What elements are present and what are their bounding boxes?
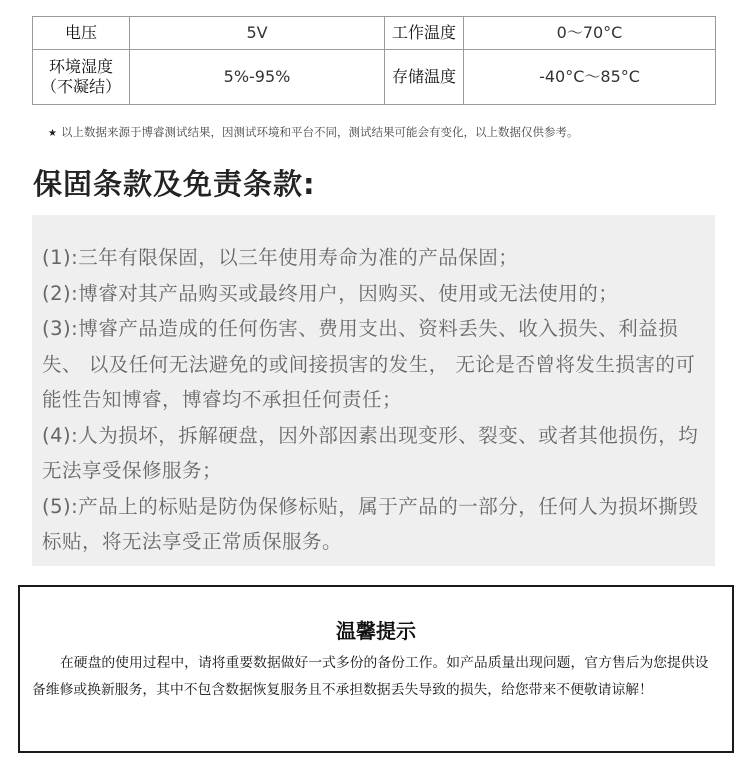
spec-label: 工作温度 [385, 17, 464, 50]
list-item: (4):人为损坏，拆解硬盘，因外部因素出现变形、裂变、或者其他损伤，均无法享受保修服务； [42, 423, 699, 482]
notice-body: 在硬盘的使用过程中，请将重要数据做好一式多份的备份工作。如产品质量出现问题，官方售后为您提供设备维修或换新服务，其中不包含数据恢复服务且不承担数据丢失导致的损失，给您带来不便敬请谅解！ [32, 655, 709, 698]
spec-label: 电压 [33, 17, 130, 50]
notice-box [18, 585, 734, 753]
list-item: (1):三年有限保固，以三年使用寿命为准的产品保固； [42, 246, 519, 269]
spec-label: 存储温度 [385, 50, 464, 105]
star-icon: ★ [48, 128, 57, 139]
notice-title: 温馨提示 [336, 619, 416, 643]
list-item: (2):博睿对其产品购买或最终用户，因购买、使用或无法使用的； [42, 281, 619, 305]
list-item: (5):产品上的标贴是防伪保修标贴，属于产品的一部分，任何人为损坏撕毁标贴，将无法享受正常质保服务。 [42, 494, 699, 553]
warranty-terms-box [32, 215, 715, 566]
table-row [33, 17, 716, 50]
list-item: (3):博睿产品造成的任何伤害、费用支出、资料丢失、收入损失、利益损失、 以及任何无法避免的或间接损害的发生， 无论是否曾将发生损害的可能性告知博睿，博睿均不承担任何责任； [42, 317, 696, 411]
warranty-heading: 保固条款及免责条款: [33, 167, 316, 201]
spec-value: 5%-95% [130, 50, 385, 105]
spec-value: 0～70°C [464, 17, 716, 50]
spec-value: 5V [130, 17, 385, 50]
spec-value: -40°C～85°C [464, 50, 716, 105]
spec-table [32, 16, 716, 105]
warranty-terms-list [42, 240, 702, 560]
table-row [33, 50, 716, 105]
spec-label: 环境湿度 （不凝结） [33, 50, 130, 105]
data-disclaimer-footnote [48, 124, 728, 140]
footnote-text: 以上数据来源于博睿测试结果，因测试环境和平台不同，测试结果可能会有变化，以上数据仅供参考。 [60, 125, 579, 139]
